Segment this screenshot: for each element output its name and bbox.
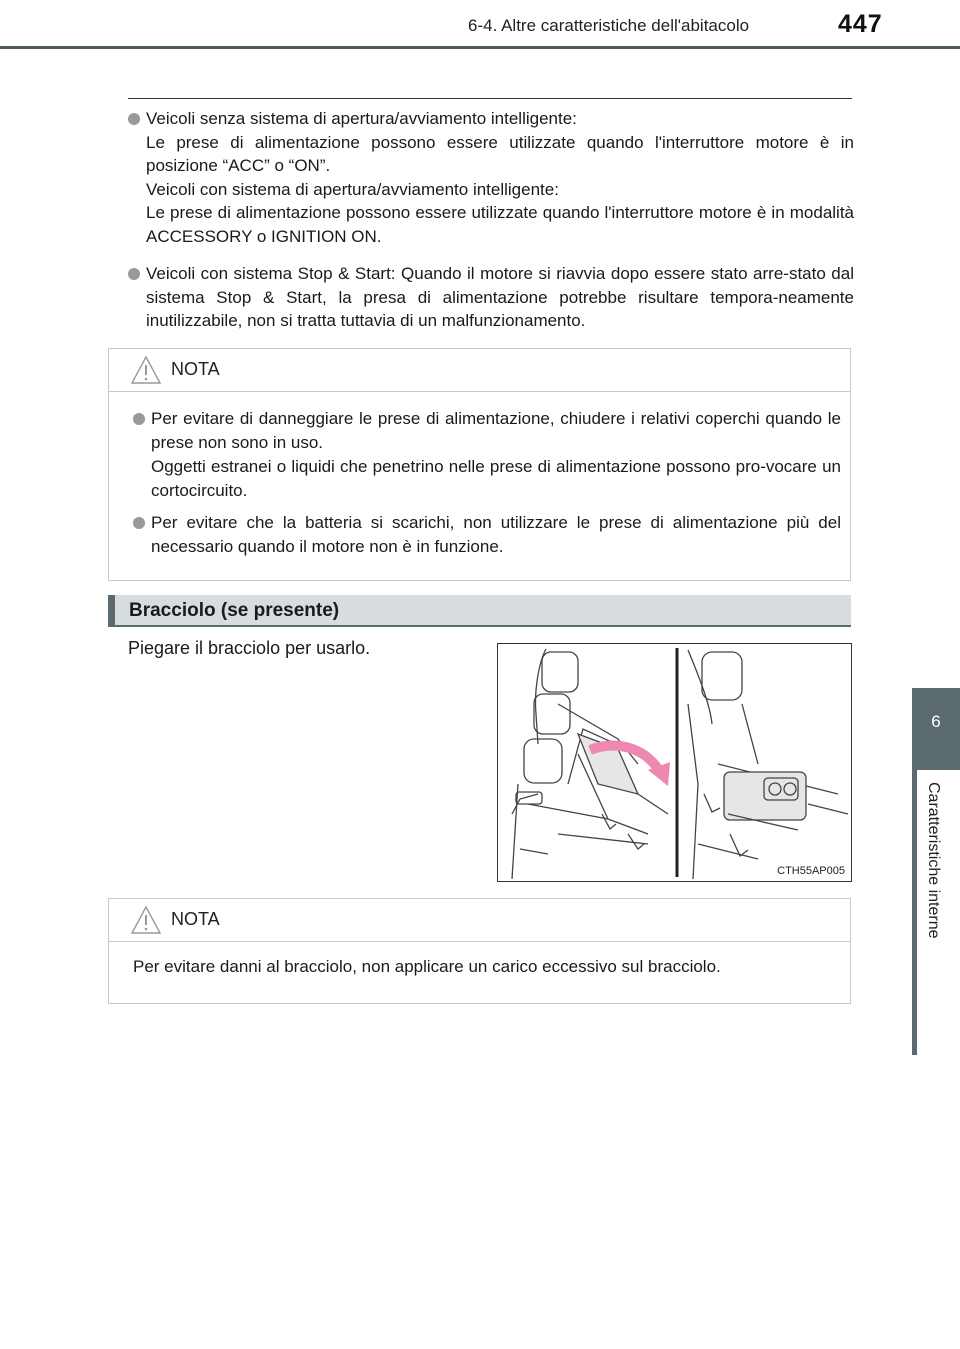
chapter-title: Caratteristiche interne — [925, 782, 942, 939]
figure-code: CTH55AP005 — [777, 865, 845, 877]
bullet-paragraph: Oggetti estranei o liquidi che penetrino nelle prese di alimentazione possono pro-vocare un cortocircuito. — [151, 457, 841, 500]
armrest-illustration — [497, 643, 852, 882]
bullet-dot-icon — [128, 113, 140, 125]
note-title: NOTA — [171, 909, 220, 929]
bullet-dot-icon — [133, 517, 145, 529]
bullet-paragraph: Le prese di alimentazione possono essere utilizzate quando l'interruttore motore è in modalità ACCESSORY o IGNITION ON. — [146, 203, 854, 246]
content-top-rule — [128, 98, 852, 99]
section-heading-armrest — [108, 595, 851, 627]
section-heading-text: Bracciolo (se presente) — [129, 600, 340, 621]
list-item — [133, 511, 841, 559]
bullet-paragraph: Per evitare che la batteria si scarichi, non utilizzare le prese di alimentazione più del necessario quando il motore non è in funzione. — [151, 513, 841, 556]
header-rule — [0, 46, 960, 49]
note-body: Per evitare danni al bracciolo, non applicare un carico eccessivo sul bracciolo. — [133, 957, 721, 976]
bullet-paragraph: Veicoli con sistema di apertura/avviamento intelligente: — [146, 179, 559, 199]
armrest-drawing — [498, 644, 851, 881]
list-item — [128, 262, 854, 333]
warning-triangle-icon — [130, 905, 162, 935]
bullet-paragraph: Veicoli senza sistema di apertura/avviamento intelligente: — [146, 109, 577, 128]
note-title: NOTA — [171, 359, 220, 379]
armrest-instruction: Piegare il bracciolo per usarlo. — [128, 638, 371, 658]
bullet-paragraph: Veicoli con sistema Stop & Start: Quando il motore si riavvia dopo essere stato arre-stato dal sistema Stop & Start, la presa di alimentazione potrebbe risultare tempora-neamente inutilizzabile, non si tratta tuttavia di un malfunzionamento. — [146, 264, 854, 330]
note-box-power-outlet — [108, 348, 851, 581]
note-body — [133, 407, 841, 559]
bullet-power-outlet-switch — [128, 107, 854, 248]
bullet-dot-icon — [128, 268, 140, 280]
chapter-number: 6 — [931, 712, 941, 731]
warning-triangle-icon — [130, 355, 162, 385]
note-header — [109, 349, 850, 392]
note-box-armrest — [108, 898, 851, 1004]
note-header — [109, 899, 850, 942]
header-section-title: 6-4. Altre caratteristiche dell'abitacolo — [468, 16, 750, 35]
page-number: 447 — [838, 10, 883, 38]
bullet-stop-start — [128, 262, 854, 333]
bullet-dot-icon — [133, 413, 145, 425]
bullet-paragraph: Per evitare di danneggiare le prese di alimentazione, chiudere i relativi coperchi quando le prese non sono in uso. — [151, 409, 841, 452]
list-item — [128, 107, 854, 248]
bullet-paragraph: Le prese di alimentazione possono essere utilizzate quando l'interruttore motore è in posizione “ACC” o “ON”. — [146, 132, 854, 175]
list-item — [133, 407, 841, 503]
